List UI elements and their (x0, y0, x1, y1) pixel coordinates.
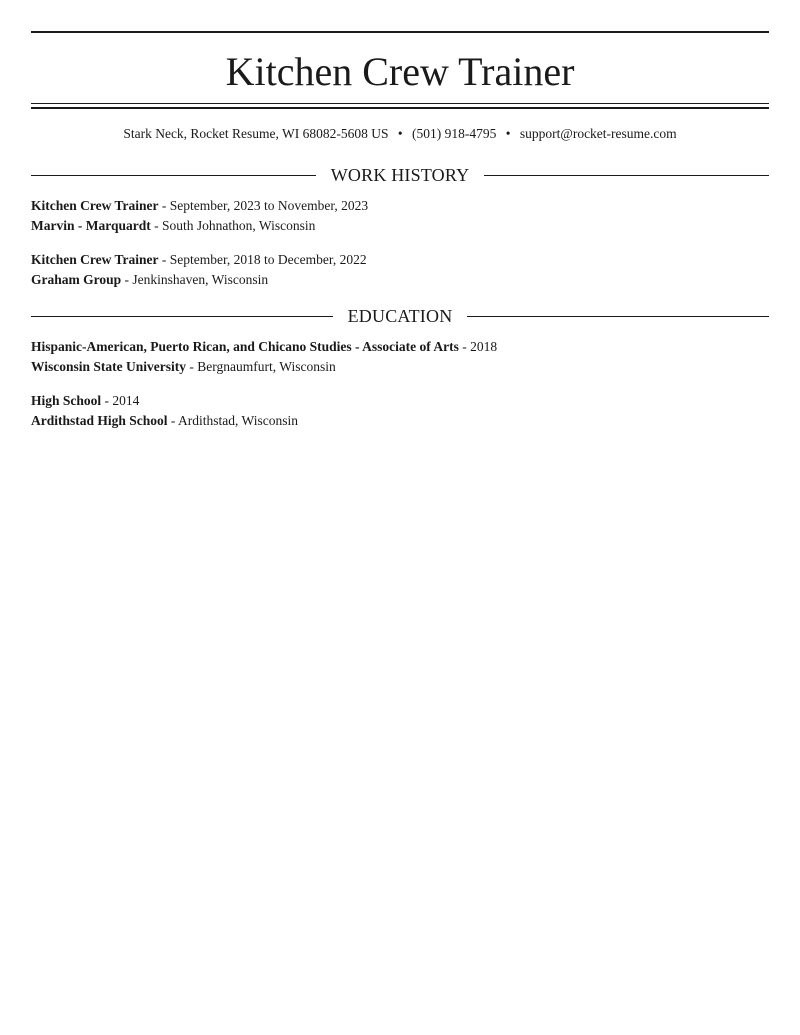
school-location: - Ardithstad, Wisconsin (167, 413, 298, 428)
degree-year: - 2014 (101, 393, 140, 408)
education-entry (31, 391, 769, 431)
degree-name: High School (31, 393, 102, 408)
work-entry-employer-line (31, 216, 769, 236)
heading-rule-right (467, 316, 769, 317)
resume-page (31, 31, 769, 431)
education-school-line (31, 357, 769, 377)
heading-rule-left (31, 316, 333, 317)
contact-address: Stark Neck, Rocket Resume, WI 68082-5608 US (123, 126, 389, 141)
employer-name: Graham Group (31, 272, 122, 287)
work-entry-employer-line (31, 270, 769, 290)
education-entry (31, 337, 769, 377)
title-double-rule (31, 103, 769, 109)
work-entry (31, 196, 769, 236)
work-entry-role-line (31, 250, 769, 270)
page-title: Kitchen Crew Trainer (225, 49, 575, 94)
education-school-line (31, 411, 769, 431)
employer-location: - South Johnathon, Wisconsin (150, 218, 316, 233)
degree-year: - 2018 (458, 339, 498, 354)
heading-rule-right (484, 175, 769, 176)
heading-rule-left (31, 175, 316, 176)
contact-email: support@rocket-resume.com (519, 126, 677, 141)
education-heading (31, 305, 769, 327)
degree-name: Hispanic-American, Puerto Rican, and Chicano Studies - Associate of Arts (31, 339, 459, 354)
work-entry (31, 250, 769, 290)
contact-phone: (501) 918-4795 (412, 126, 497, 141)
education-degree-line (31, 337, 769, 357)
work-entry-role-line (31, 196, 769, 216)
work-history-list (31, 196, 769, 290)
contact-separator: • (397, 126, 403, 141)
contact-separator: • (505, 126, 511, 141)
top-rule (31, 31, 769, 33)
work-history-heading (31, 164, 769, 186)
employer-location: - Jenkinshaven, Wisconsin (121, 272, 269, 287)
school-name: Ardithstad High School (31, 413, 168, 428)
job-dates: - September, 2023 to November, 2023 (158, 198, 369, 213)
work-history-title: WORK HISTORY (330, 165, 470, 185)
education-list (31, 337, 769, 431)
job-title: Kitchen Crew Trainer (31, 198, 159, 213)
school-name: Wisconsin State University (31, 359, 187, 374)
contact-line (31, 125, 769, 143)
school-location: - Bergnaumfurt, Wisconsin (186, 359, 336, 374)
employer-name: Marvin - Marquardt (31, 218, 151, 233)
education-title: EDUCATION (347, 306, 453, 326)
education-degree-line (31, 391, 769, 411)
job-title: Kitchen Crew Trainer (31, 252, 159, 267)
job-dates: - September, 2018 to December, 2022 (158, 252, 367, 267)
